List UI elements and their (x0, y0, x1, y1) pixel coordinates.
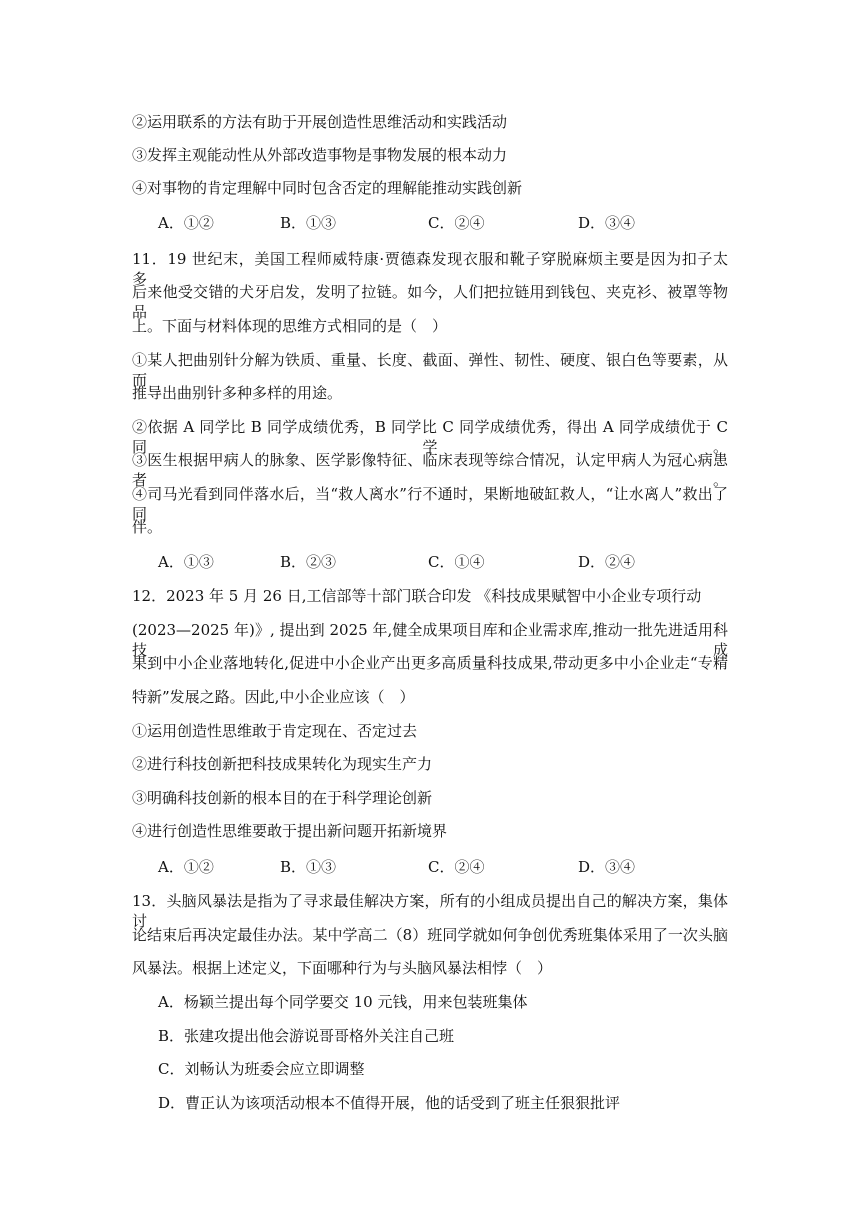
q10-option-d: D．③④ (578, 214, 636, 232)
q12-statement-4: ④进行创造性思维要敢于提出新问题开拓新境界 (132, 822, 448, 840)
q12-option-a: A．①② (158, 858, 214, 876)
q12-statement-2: ②进行科技创新把科技成果转化为现实生产力 (132, 755, 433, 773)
q11-option-c: C．①④ (428, 553, 485, 571)
q13-option-d: D．曹正认为该项活动根本不值得开展，他的话受到了班主任狠狠批评 (158, 1094, 621, 1112)
q11-option-b: B．②③ (280, 553, 337, 571)
q13-stem-line-1: 13．头脑风暴法是指为了寻求最佳解决方案，所有的小组成员提出自己的解决方案，集体讨 (132, 892, 728, 930)
q13-stem-line-2: 论结束后再决定最佳办法。某中学高二（8）班同学就如何争创优秀班集体采用了一次头脑 (132, 926, 728, 944)
q13-stem-line-3: 风暴法。根据上述定义，下面哪种行为与头脑风暴法相悖（ ） (132, 959, 553, 977)
q10-option-b: B．①③ (280, 214, 337, 232)
q12-stem-line-3: 果到中小企业落地转化,促进中小企业产出更多高质量科技成果,带动更多中小企业走“专精 (132, 654, 728, 672)
q12-statement-1: ①运用创造性思维敢于肯定现在、否定过去 (132, 722, 418, 740)
q10-option-c: C．②④ (428, 214, 485, 232)
q11-statement-1-line-1: ①某人把曲别针分解为铁质、重量、长度、截面、弹性、韧性、硬度、银白色等要素，从而 (132, 351, 728, 389)
q13-option-c: C．刘畅认为班委会应立即调整 (158, 1060, 365, 1078)
q11-statement-4-line-2: 伴。 (132, 518, 163, 536)
q12-stem-line-1: 12．2023 年 5 月 26 日,工信部等十部门联合印发 《科技成果赋智中小企业专项行动 (132, 587, 702, 605)
q11-stem-line-3: 上。下面与材料体现的思维方式相同的是（ ） (132, 317, 448, 335)
q12-option-c: C．②④ (428, 858, 485, 876)
q12-stem-line-4: 特新”发展之路。因此,中小企业应该（ ） (132, 688, 415, 706)
q12-option-d: D．③④ (578, 858, 636, 876)
q11-statement-4-line-1: ④司马光看到同伴落水后，当“救人离水”行不通时，果断地破缸救人，“让水离人”救出了同 (132, 485, 728, 523)
q11-option-a: A．①③ (158, 553, 214, 571)
q12-stem-line-2: (2023—2025 年)》, 提出到 2025 年,健全成果项目库和企业需求库,推动一批先进适用科技成 (132, 621, 728, 659)
q11-stem-line-2: 后来他受交错的犬牙启发，发明了拉链。如今，人们把拉链用到钱包、夹克衫、被罩等物品 (132, 283, 728, 321)
q11-statement-3: ③医生根据甲病人的脉象、医学影像特征、临床表现等综合情况，认定甲病人为冠心病患者。 (132, 451, 728, 489)
q10-statement-4: ④对事物的肯定理解中同时包含否定的理解能推动实践创新 (132, 179, 523, 197)
q13-option-b: B．张建攻提出他会游说哥哥格外关注自己班 (158, 1027, 455, 1045)
q12-option-b: B．①③ (280, 858, 337, 876)
q11-statement-2: ②依据 A 同学比 B 同学成绩优秀，B 同学比 C 同学成绩优秀，得出 A 同学成绩优于 C 同学。 (132, 418, 728, 456)
q13-option-a: A．杨颖兰提出每个同学要交 10 元钱，用来包装班集体 (158, 993, 528, 1011)
q12-statement-3: ③明确科技创新的根本目的在于科学理论创新 (132, 789, 433, 807)
q10-statement-2: ②运用联系的方法有助于开展创造性思维活动和实践活动 (132, 113, 508, 131)
q10-statement-3: ③发挥主观能动性从外部改造事物是事物发展的根本动力 (132, 146, 508, 164)
q11-statement-1-line-2: 推导出曲别针多种多样的用途。 (132, 384, 343, 402)
q11-stem-line-1: 11．19 世纪末，美国工程师威特康·贾德森发现衣服和靴子穿脱麻烦主要是因为扣子太多， (132, 250, 728, 288)
q10-option-a: A．①② (158, 214, 214, 232)
q11-option-d: D．②④ (578, 553, 636, 571)
